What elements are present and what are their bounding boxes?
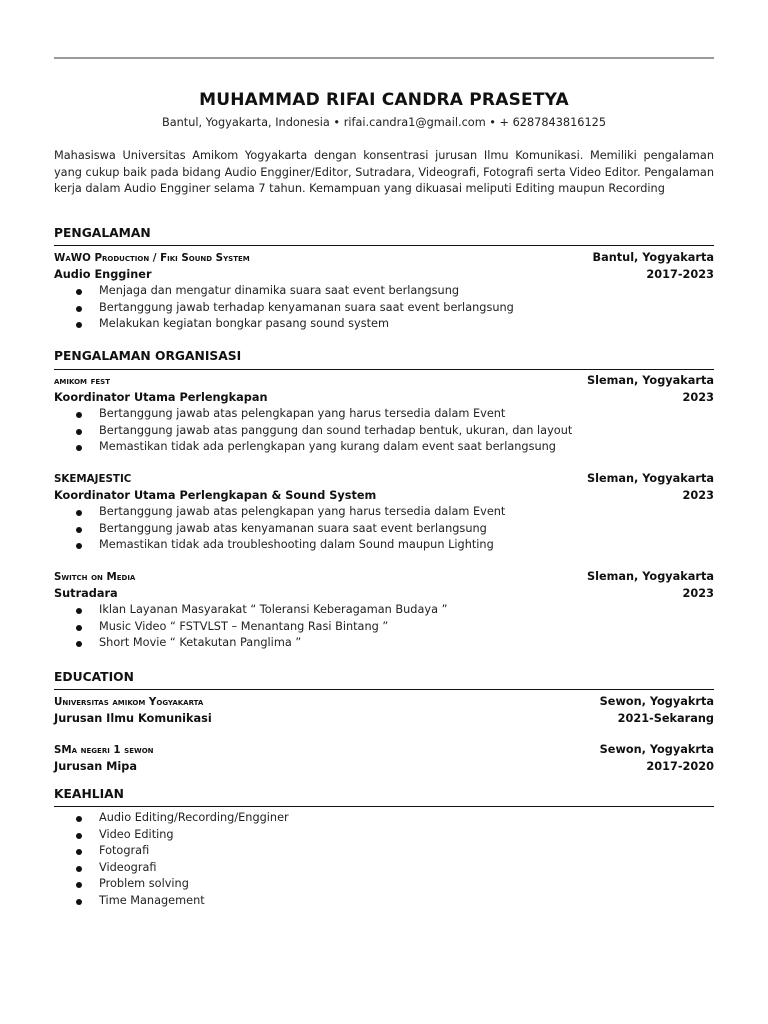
- bullet-item: Bertanggung jawab atas pelengkapan yang harus tersedia dalam Event: [54, 504, 714, 521]
- skill-item: Videografi: [54, 860, 714, 877]
- bullet-dot-icon: [76, 641, 82, 647]
- bullet-list: [54, 406, 714, 456]
- organization-name: Switch on Media: [54, 571, 136, 583]
- entry-location: Sleman, Yogyakarta: [586, 472, 714, 485]
- section-title-organisasi: PENGALAMAN ORGANISASI: [54, 349, 242, 363]
- bullet-item: Bertanggung jawab terhadap kenyamanan suara saat event berlangsung: [54, 300, 714, 317]
- bullet-item: Short Movie “ Ketakutan Panglima ”: [54, 635, 714, 652]
- bullet-item: Bertanggung jawab atas pelengkapan yang harus tersedia dalam Event: [54, 406, 714, 423]
- bullet-dot-icon: [76, 289, 82, 295]
- role-title: Sutradara: [54, 586, 118, 600]
- entry-location: Sleman, Yogyakarta: [586, 570, 714, 583]
- bullet-list: [54, 504, 714, 554]
- organization-entry: [54, 471, 714, 554]
- organization-name: WaWO Production / Fiki Sound System: [54, 252, 250, 264]
- skill-item: Problem solving: [54, 876, 714, 893]
- bullet-dot-icon: [76, 510, 82, 516]
- bullet-item: Iklan Layanan Masyarakat “ Toleransi Keberagaman Budaya ”: [54, 602, 714, 619]
- bullet-dot-icon: [76, 429, 82, 435]
- bullet-dot-icon: [76, 445, 82, 451]
- entry-location: Sewon, Yogyakrta: [599, 695, 714, 708]
- major-title: Jurusan Mipa: [54, 759, 138, 773]
- top-divider: [54, 57, 714, 59]
- bullet-list: [54, 602, 714, 652]
- bullet-list: [54, 283, 714, 333]
- bullet-dot-icon: [76, 527, 82, 533]
- section-title-pengalaman: PENGALAMAN: [54, 226, 151, 240]
- entry-period: 2017-2020: [646, 759, 714, 773]
- bullet-dot-icon: [76, 849, 82, 855]
- bullet-dot-icon: [76, 322, 82, 328]
- experience-entry: [54, 250, 714, 333]
- bullet-dot-icon: [76, 306, 82, 312]
- bullet-dot-icon: [76, 412, 82, 418]
- bullet-dot-icon: [76, 625, 82, 631]
- institution-name: SMa negeri 1 sewon: [54, 744, 154, 756]
- education-entry: [54, 694, 714, 727]
- section-divider: [54, 245, 714, 246]
- organization-entry: [54, 373, 714, 456]
- entry-location: Sewon, Yogyakrta: [599, 743, 714, 756]
- bullet-dot-icon: [76, 816, 82, 822]
- bullet-item: Bertanggung jawab atas kenyamanan suara saat event berlangsung: [54, 521, 714, 538]
- bullet-item: Music Video “ FSTVLST – Menantang Rasi Bintang ”: [54, 619, 714, 636]
- skills-list: [54, 810, 714, 909]
- organization-entry: [54, 569, 714, 652]
- bullet-dot-icon: [76, 899, 82, 905]
- candidate-name: MUHAMMAD RIFAI CANDRA PRASETYA: [199, 90, 569, 110]
- skill-item: Audio Editing/Recording/Engginer: [54, 810, 714, 827]
- bullet-dot-icon: [76, 833, 82, 839]
- role-title: Audio Engginer: [54, 267, 152, 281]
- entry-period: 2017-2023: [646, 267, 714, 281]
- bullet-item: Memastikan tidak ada troubleshooting dalam Sound maupun Lighting: [54, 537, 714, 554]
- section-divider: [54, 689, 714, 690]
- entry-period: 2023: [682, 488, 714, 502]
- entry-period: 2021-Sekarang: [617, 711, 714, 725]
- bullet-dot-icon: [76, 866, 82, 872]
- major-title: Jurusan Ilmu Komunikasi: [54, 711, 212, 725]
- bullet-dot-icon: [76, 608, 82, 614]
- entry-period: 2023: [682, 586, 714, 600]
- section-title-keahlian: KEAHLIAN: [54, 787, 124, 801]
- role-title: Koordinator Utama Perlengkapan: [54, 390, 268, 404]
- organization-name: SKEMAJESTIC: [54, 473, 132, 485]
- skill-item: Video Editing: [54, 827, 714, 844]
- section-divider: [54, 806, 714, 807]
- summary-paragraph: Mahasiswa Universitas Amikom Yogyakarta dengan konsentrasi jurusan Ilmu Komunikasi. Memiliki pengalaman yang cukup baik pada bidang Audio Engginer/Editor, Sutradara, Videografi, Fotografi serta Video Editor. Pengalaman kerja dalam Audio Engginer selama 7 tahun. Kemampuan yang dikuasai meliputi Editing maupun Recording: [54, 149, 714, 195]
- institution-name: Universitas amikom Yogyakarta: [54, 696, 204, 708]
- bullet-item: Menjaga dan mengatur dinamika suara saat event berlangsung: [54, 283, 714, 300]
- skill-item: Time Management: [54, 893, 714, 910]
- role-title: Koordinator Utama Perlengkapan & Sound System: [54, 488, 377, 502]
- organization-name: amikom fest: [54, 375, 110, 387]
- contact-line: Bantul, Yogyakarta, Indonesia • rifai.candra1@gmail.com • + 6287843816125: [161, 116, 607, 129]
- bullet-dot-icon: [76, 543, 82, 549]
- bullet-item: Bertanggung jawab atas panggung dan sound terhadap bentuk, ukuran, dan layout: [54, 423, 714, 440]
- entry-location: Sleman, Yogyakarta: [586, 374, 714, 387]
- bullet-dot-icon: [76, 882, 82, 888]
- entry-location: Bantul, Yogyakarta: [592, 251, 714, 264]
- section-divider: [54, 369, 714, 370]
- bullet-item: Melakukan kegiatan bongkar pasang sound system: [54, 316, 714, 333]
- section-title-education: EDUCATION: [54, 670, 134, 684]
- bullet-item: Memastikan tidak ada perlengkapan yang kurang dalam event saat berlangsung: [54, 439, 714, 456]
- entry-period: 2023: [682, 390, 714, 404]
- skills-list-container: [54, 810, 714, 909]
- skill-item: Fotografi: [54, 843, 714, 860]
- education-entry: [54, 742, 714, 775]
